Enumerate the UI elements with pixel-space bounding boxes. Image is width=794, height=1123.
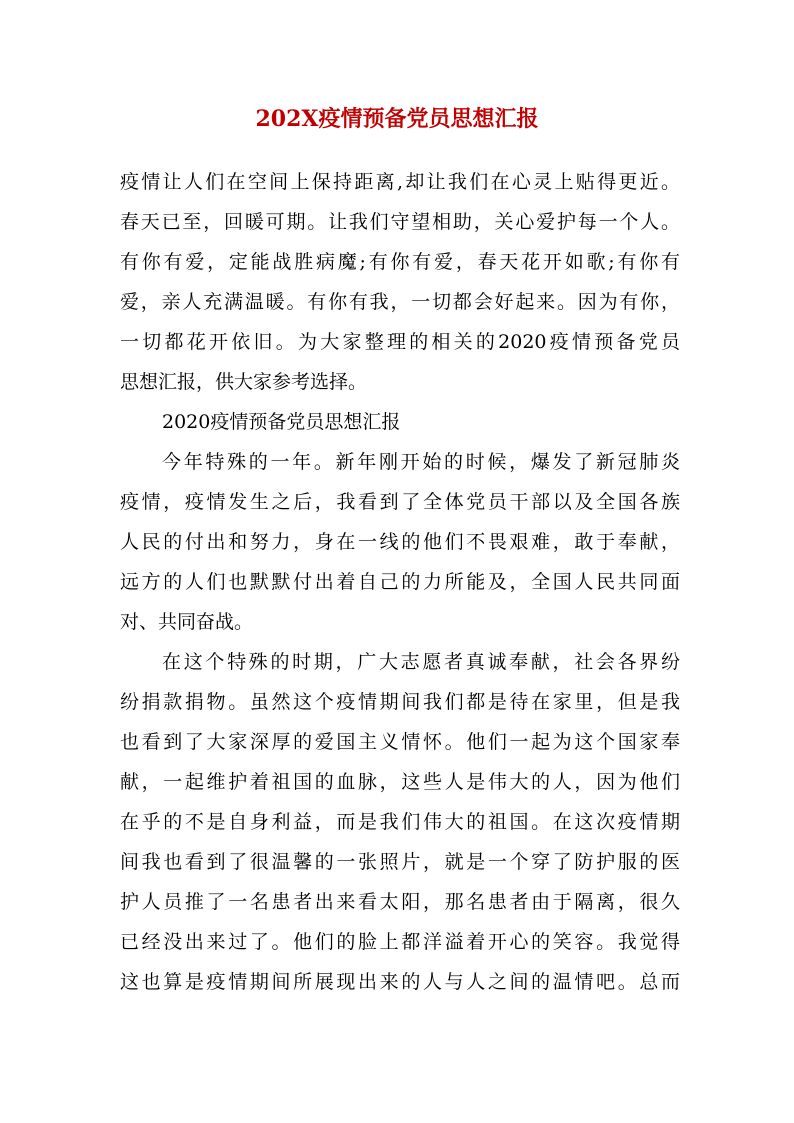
paragraph-line: 护人员推了一名患者出来看太阳，那名患者由于隔离，很久 — [120, 891, 680, 913]
paragraph-line: 纷捐款捐物。虽然这个疫情期间我们都是待在家里，但是我 — [120, 691, 680, 713]
document-title: 202X疫情预备党员思想汇报 — [255, 106, 539, 132]
intro-line: 疫情让人们在空间上保持距离,却让我们在心灵上贴得更近。 — [120, 171, 680, 193]
intro-line: 春天已至，回暖可期。让我们守望相助，关心爱护每一个人。 — [120, 211, 680, 233]
intro-line: 有你有爱，定能战胜病魔;有你有爱，春天花开如歌;有你有 — [120, 251, 680, 273]
intro-line: 爱，亲人充满温暖。有你有我，一切都会好起来。因为有你， — [120, 291, 680, 313]
paragraph-line: 疫情，疫情发生之后，我看到了全体党员干部以及全国各族 — [120, 491, 680, 513]
paragraph-line: 人民的付出和努力，身在一线的他们不畏艰难，敢于奉献， — [120, 531, 680, 553]
intro-line: 一切都花开依旧。为大家整理的相关的2020疫情预备党员 — [120, 331, 680, 353]
paragraph-line: 献，一起维护着祖国的血脉，这些人是伟大的人，因为他们 — [120, 771, 680, 793]
paragraph-line: 这也算是疫情期间所展现出来的人与人之间的温情吧。总而 — [120, 971, 680, 993]
paragraph-line: 今年特殊的一年。新年刚开始的时候，爆发了新冠肺炎 — [162, 451, 680, 473]
paragraph-line: 在这个特殊的时期，广大志愿者真诚奉献，社会各界纷 — [162, 651, 680, 673]
paragraph-line: 远方的人们也默默付出着自己的力所能及，全国人民共同面 — [120, 571, 680, 593]
paragraph-line: 在乎的不是自身利益，而是我们伟大的祖国。在这次疫情期 — [120, 811, 680, 833]
paragraph-line: 已经没出来过了。他们的脸上都洋溢着开心的笑容。我觉得 — [120, 931, 680, 953]
document-body — [120, 162, 680, 1002]
paragraph-line: 对、共同奋战。 — [120, 611, 254, 633]
paragraph-line: 间我也看到了很温馨的一张照片，就是一个穿了防护服的医 — [120, 851, 680, 873]
intro-line: 思想汇报，供大家参考选择。 — [120, 371, 368, 393]
sub-heading: 2020疫情预备党员思想汇报 — [162, 411, 401, 433]
paragraph-line: 也看到了大家深厚的爱国主义情怀。他们一起为这个国家奉 — [120, 731, 680, 753]
